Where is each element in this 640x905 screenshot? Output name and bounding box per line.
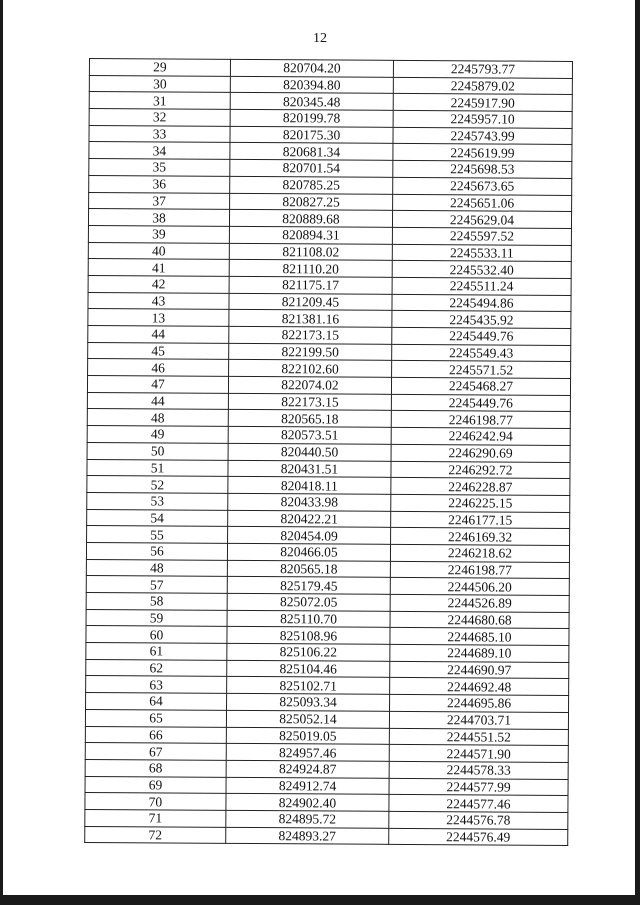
y-coordinate-cell: 2245449.76 <box>391 394 570 412</box>
y-coordinate-cell: 2246177.15 <box>391 511 570 529</box>
page-number: 12 <box>313 31 327 46</box>
y-coordinate-cell: 2245957.10 <box>393 110 572 128</box>
y-coordinate-cell: 2244690.97 <box>390 661 569 679</box>
point-number-cell: 66 <box>85 726 226 744</box>
y-coordinate-cell: 2244577.99 <box>389 778 568 796</box>
coordinates-table <box>84 58 573 846</box>
x-coordinate-cell: 825093.34 <box>227 693 390 711</box>
point-number-cell: 42 <box>88 275 229 293</box>
y-coordinate-cell: 2246292.72 <box>391 461 570 479</box>
y-coordinate-cell: 2245917.90 <box>393 94 572 112</box>
point-number-cell: 48 <box>87 409 228 427</box>
x-coordinate-cell: 822173.15 <box>228 393 391 411</box>
point-number-cell: 30 <box>89 75 230 93</box>
x-coordinate-cell: 820894.31 <box>229 226 392 244</box>
x-coordinate-cell: 820827.25 <box>230 193 393 211</box>
point-number-cell: 53 <box>87 492 228 510</box>
point-number-cell: 45 <box>88 342 229 360</box>
y-coordinate-cell: 2244576.78 <box>389 811 568 829</box>
x-coordinate-cell: 824957.46 <box>226 744 389 762</box>
x-coordinate-cell: 821381.16 <box>229 310 392 328</box>
x-coordinate-cell: 825072.05 <box>227 593 390 611</box>
x-coordinate-cell: 820431.51 <box>228 460 391 478</box>
x-coordinate-cell: 825110.70 <box>227 610 390 628</box>
point-number-cell: 34 <box>89 142 230 160</box>
point-number-cell: 54 <box>87 509 228 527</box>
y-coordinate-cell: 2244551.52 <box>389 728 568 746</box>
x-coordinate-cell: 820565.18 <box>228 410 391 428</box>
x-coordinate-cell: 820394.80 <box>230 76 393 94</box>
point-number-cell: 56 <box>86 542 227 560</box>
point-number-cell: 67 <box>85 743 226 761</box>
y-coordinate-cell: 2245494.86 <box>392 294 571 312</box>
point-number-cell: 65 <box>85 709 226 727</box>
x-coordinate-cell: 820433.98 <box>228 493 391 511</box>
point-number-cell: 33 <box>89 125 230 143</box>
x-coordinate-cell: 820422.21 <box>228 510 391 528</box>
point-number-cell: 63 <box>86 676 227 694</box>
point-number-cell: 51 <box>87 459 228 477</box>
y-coordinate-cell: 2245597.52 <box>392 227 571 245</box>
x-coordinate-cell: 820704.20 <box>230 59 393 77</box>
y-coordinate-cell: 2244695.86 <box>390 694 569 712</box>
y-coordinate-cell: 2245673.65 <box>393 177 572 195</box>
x-coordinate-cell: 820573.51 <box>228 426 391 444</box>
y-coordinate-cell: 2245698.53 <box>393 160 572 178</box>
x-coordinate-cell: 820785.25 <box>230 176 393 194</box>
y-coordinate-cell: 2245533.11 <box>392 244 571 262</box>
x-coordinate-cell: 820418.11 <box>228 477 391 495</box>
point-number-cell: 52 <box>87 476 228 494</box>
scan-edge-left <box>0 0 3 905</box>
point-number-cell: 62 <box>86 659 227 677</box>
point-number-cell: 71 <box>85 809 226 827</box>
y-coordinate-cell: 2246198.77 <box>390 561 569 579</box>
point-number-cell: 69 <box>85 776 226 794</box>
coordinates-table-body <box>85 59 573 846</box>
x-coordinate-cell: 822102.60 <box>229 360 392 378</box>
y-coordinate-cell: 2244692.48 <box>390 678 569 696</box>
point-number-cell: 38 <box>88 209 229 227</box>
x-coordinate-cell: 822199.50 <box>229 343 392 361</box>
x-coordinate-cell: 821209.45 <box>229 293 392 311</box>
point-number-cell: 32 <box>89 109 230 127</box>
point-number-cell: 72 <box>85 826 226 844</box>
y-coordinate-cell: 2245532.40 <box>392 261 571 279</box>
x-coordinate-cell: 820199.78 <box>230 109 393 127</box>
x-coordinate-cell: 825179.45 <box>227 577 390 595</box>
point-number-cell: 37 <box>89 192 230 210</box>
x-coordinate-cell: 825052.14 <box>226 710 389 728</box>
point-number-cell: 35 <box>89 159 230 177</box>
x-coordinate-cell: 820701.54 <box>230 159 393 177</box>
x-coordinate-cell: 822074.02 <box>228 376 391 394</box>
x-coordinate-cell: 824924.87 <box>226 760 389 778</box>
point-number-cell: 61 <box>86 643 227 661</box>
x-coordinate-cell: 825104.46 <box>227 660 390 678</box>
point-number-cell: 58 <box>86 592 227 610</box>
y-coordinate-cell: 2245435.92 <box>392 311 571 329</box>
y-coordinate-cell: 2246225.15 <box>391 494 570 512</box>
point-number-cell: 50 <box>87 442 228 460</box>
point-number-cell: 40 <box>88 242 229 260</box>
x-coordinate-cell: 820454.09 <box>228 527 391 545</box>
y-coordinate-cell: 2244571.90 <box>389 745 568 763</box>
y-coordinate-cell: 2246242.94 <box>391 427 570 445</box>
y-coordinate-cell: 2245619.99 <box>393 144 572 162</box>
y-coordinate-cell: 2244506.20 <box>390 578 569 596</box>
y-coordinate-cell: 2245629.04 <box>392 211 571 229</box>
scan-edge-right <box>635 0 640 905</box>
x-coordinate-cell: 820466.05 <box>227 543 390 561</box>
y-coordinate-cell: 2244680.68 <box>390 611 569 629</box>
point-number-cell: 39 <box>88 225 229 243</box>
point-number-cell: 70 <box>85 793 226 811</box>
x-coordinate-cell: 824893.27 <box>226 827 389 845</box>
point-number-cell: 49 <box>87 426 228 444</box>
point-number-cell: 55 <box>87 526 228 544</box>
y-coordinate-cell: 2244703.71 <box>389 711 568 729</box>
y-coordinate-cell: 2246218.62 <box>390 544 569 562</box>
point-number-cell: 59 <box>86 609 227 627</box>
point-number-cell: 31 <box>89 92 230 110</box>
x-coordinate-cell: 824912.74 <box>226 777 389 795</box>
x-coordinate-cell: 824902.40 <box>226 794 389 812</box>
point-number-cell: 44 <box>87 392 228 410</box>
y-coordinate-cell: 2245449.76 <box>392 327 571 345</box>
y-coordinate-cell: 2246228.87 <box>391 478 570 496</box>
y-coordinate-cell: 2244526.89 <box>390 594 569 612</box>
x-coordinate-cell: 825108.96 <box>227 627 390 645</box>
table-row <box>85 826 568 846</box>
x-coordinate-cell: 825106.22 <box>227 643 390 661</box>
x-coordinate-cell: 824895.72 <box>226 810 389 828</box>
x-coordinate-cell: 825102.71 <box>227 677 390 695</box>
y-coordinate-cell: 2246290.69 <box>391 444 570 462</box>
point-number-cell: 68 <box>85 759 226 777</box>
y-coordinate-cell: 2246169.32 <box>391 528 570 546</box>
x-coordinate-cell: 820565.18 <box>227 560 390 578</box>
y-coordinate-cell: 2246198.77 <box>391 411 570 429</box>
point-number-cell: 36 <box>89 175 230 193</box>
point-number-cell: 41 <box>88 259 229 277</box>
point-number-cell: 60 <box>86 626 227 644</box>
x-coordinate-cell: 820440.50 <box>228 443 391 461</box>
x-coordinate-cell: 820345.48 <box>230 93 393 111</box>
y-coordinate-cell: 2245549.43 <box>392 344 571 362</box>
x-coordinate-cell: 821108.02 <box>229 243 392 261</box>
point-number-cell: 57 <box>86 576 227 594</box>
y-coordinate-cell: 2244577.46 <box>389 795 568 813</box>
y-coordinate-cell: 2245511.24 <box>392 277 571 295</box>
point-number-cell: 47 <box>87 376 228 394</box>
point-number-cell: 46 <box>88 359 229 377</box>
x-coordinate-cell: 822173.15 <box>229 326 392 344</box>
y-coordinate-cell: 2245743.99 <box>393 127 572 145</box>
scan-edge-bottom <box>0 895 640 905</box>
y-coordinate-cell: 2245651.06 <box>393 194 572 212</box>
point-number-cell: 13 <box>88 309 229 327</box>
y-coordinate-cell: 2244578.33 <box>389 761 568 779</box>
point-number-cell: 43 <box>88 292 229 310</box>
y-coordinate-cell: 2244685.10 <box>390 628 569 646</box>
y-coordinate-cell: 2244576.49 <box>389 828 568 846</box>
x-coordinate-cell: 821110.20 <box>229 260 392 278</box>
y-coordinate-cell: 2245571.52 <box>392 361 571 379</box>
point-number-cell: 64 <box>86 693 227 711</box>
x-coordinate-cell: 820175.30 <box>230 126 393 144</box>
x-coordinate-cell: 825019.05 <box>226 727 389 745</box>
point-number-cell: 44 <box>88 325 229 343</box>
y-coordinate-cell: 2244689.10 <box>390 644 569 662</box>
y-coordinate-cell: 2245468.27 <box>391 377 570 395</box>
point-number-cell: 29 <box>89 59 230 77</box>
x-coordinate-cell: 821175.17 <box>229 276 392 294</box>
x-coordinate-cell: 820681.34 <box>230 143 393 161</box>
point-number-cell: 48 <box>86 559 227 577</box>
y-coordinate-cell: 2245879.02 <box>393 77 572 95</box>
y-coordinate-cell: 2245793.77 <box>393 60 572 78</box>
x-coordinate-cell: 820889.68 <box>229 210 392 228</box>
